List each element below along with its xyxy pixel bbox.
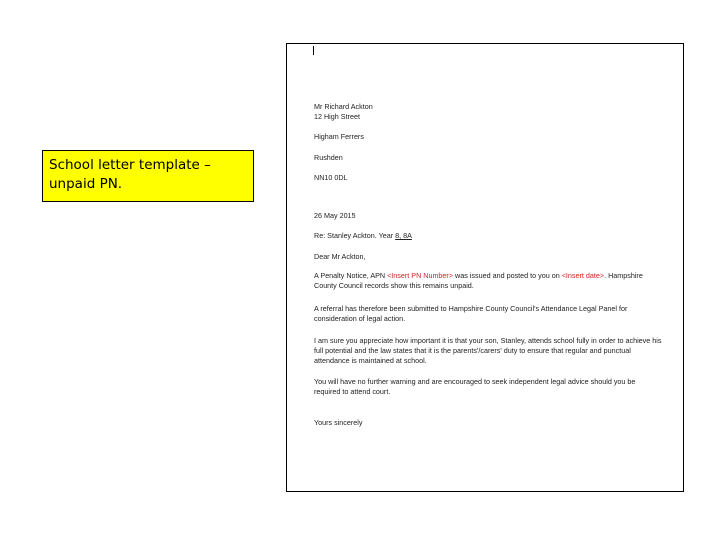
callout-label: [42, 150, 254, 202]
paragraph-penalty-notice: [314, 271, 662, 291]
recipient-name: Mr Richard Ackton: [314, 102, 373, 111]
address-line-3: Rushden: [314, 153, 343, 162]
pn-number-placeholder: <Insert PN Number>: [387, 271, 454, 280]
salutation: Dear Mr Ackton,: [314, 252, 366, 261]
p1-text-a: A Penalty Notice, APN: [314, 271, 388, 280]
letter-page: [286, 43, 684, 492]
re-prefix: Re: Stanley Ackton. Year: [314, 231, 396, 240]
date-placeholder: <Insert date>: [561, 271, 605, 280]
re-line: [314, 231, 412, 241]
postcode: NN10 0DL: [314, 173, 348, 182]
address-line-1: 12 High Street: [314, 112, 360, 121]
closing: Yours sincerely: [314, 418, 363, 427]
paragraph-referral: A referral has therefore been submitted to Hampshire County Council's Attendance Legal Panel for consideration of legal action.: [314, 304, 628, 323]
paragraph-attendance: I am sure you appreciate how important it is that your son, Stanley, attends school fully in order to achieve his full potential and the law states that it is the parents'/carers' duty to ensure that regular and punctual attendance is maintained at school.: [314, 336, 662, 365]
p1-text-c: was issued and posted to you on: [453, 271, 562, 280]
text-cursor: [313, 46, 314, 55]
address-line-2: Higham Ferrers: [314, 132, 364, 141]
re-class: 8, 8A: [395, 231, 412, 240]
paragraph-legal-advice: You will have no further warning and are encouraged to seek independent legal advice should you be required to attend court.: [314, 377, 636, 396]
letter-date: 26 May 2015: [314, 211, 356, 220]
callout-text: School letter template – unpaid PN.: [49, 157, 211, 192]
p1-text-e: . Hampshire County Council records show this remains unpaid.: [314, 271, 643, 290]
